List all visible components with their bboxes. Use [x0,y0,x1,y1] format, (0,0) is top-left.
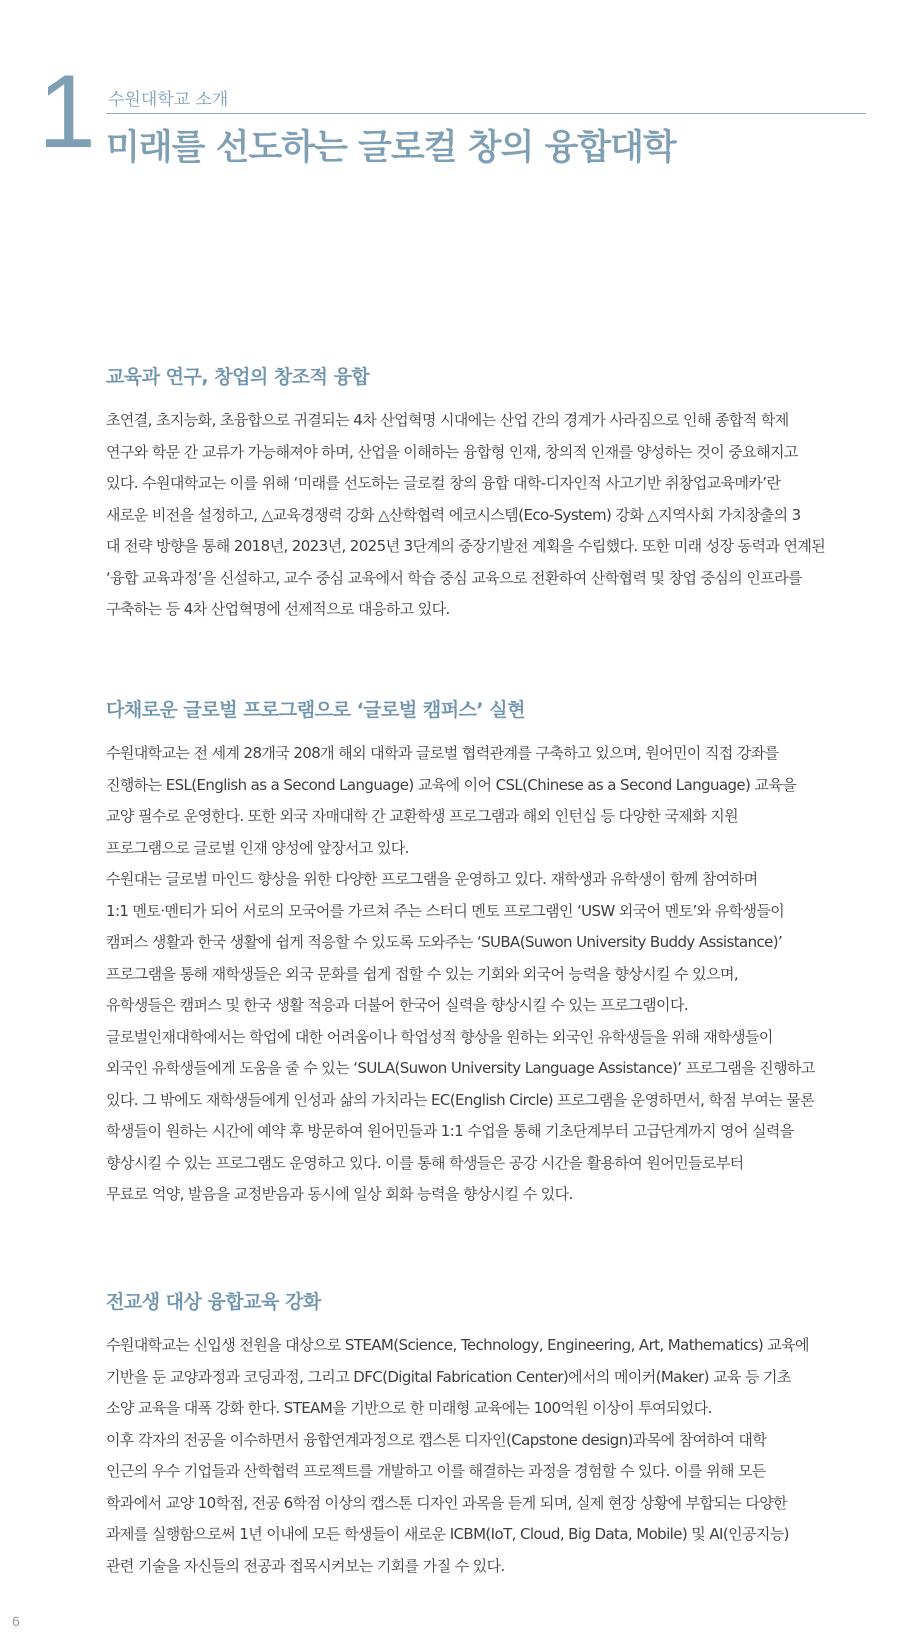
paragraph-line: 수원대는 글로벌 마인드 향상을 위한 다양한 프로그램을 운영하고 있다. 재학생과 유학생이 함께 참여하며 [106,870,758,888]
paragraph-line: 향상시킬 수 있는 프로그램도 운영하고 있다. 이를 통해 학생들은 공강 시간을 활용하여 원어민들로부터 [106,1153,744,1172]
paragraph-line: 진행하는 ESL(English as a Second Language) 교육에 이어 CSL(Chinese as a Second Language) 교육을 [106,775,797,794]
page-number: 6 [12,1613,20,1629]
paragraph-line: 수원대학교는 신입생 전원을 대상으로 STEAM(Science, Technology, Engineering, Art, Mathematics) 교육에 [106,1336,809,1354]
paragraph-line: 교양 필수로 운영한다. 또한 외국 자매대학 간 교환학생 프로그램과 해외 인턴십 등 다양한 국제화 지원 [106,807,739,825]
paragraph-line: 유학생들은 캠퍼스 및 한국 생활 적응과 더불어 한국어 실력을 향상시킬 수 있는 프로그램이다. [106,996,689,1014]
chapter-number: 1 [38,54,96,170]
section-convergence [106,362,846,626]
paragraph-line: 학생들이 원하는 시간에 예약 후 방문하여 원어민들과 1:1 수업을 통해 기초단계부터 고급단계까지 영어 실력을 [106,1122,794,1140]
paragraph-line: 있다. 그 밖에도 재학생들에게 인성과 삶의 가치라는 EC(English Circle) 프로그램을 운영하면서, 학점 부여는 물론 [106,1090,815,1109]
header-divider [106,113,866,114]
paragraph-line: 새로운 비전을 설정하고, △교육경쟁력 강화 △산학협력 에코시스템(Eco-System) 강화 △지역사회 가치창출의 3 [106,505,801,524]
paragraph-line: 1:1 멘토·멘티가 되어 서로의 모국어를 가르쳐 주는 스터디 멘토 프로그램인 ‘USW 외국어 멘토’와 유학생들이 [106,901,785,920]
paragraph-line: 글로벌인재대학에서는 학업에 대한 어려움이나 학업성적 향상을 원하는 외국인 유학생들을 위해 재학생들이 [106,1027,773,1046]
section-kicker: 수원대학교 소개 [108,90,229,110]
section-heading: 다채로운 글로벌 프로그램으로 ‘글로벌 캠퍼스’ 실현 [106,699,525,721]
paragraph-line: 인근의 우수 기업들과 산학협력 프로젝트를 개발하고 이를 해결하는 과정을 경험할 수 있다. 이를 위해 모든 [106,1462,766,1480]
section-fusion-education [106,1287,846,1582]
section-heading: 전교생 대상 융합교육 강화 [106,1291,321,1313]
paragraph-line: 소양 교육을 대폭 강화 한다. STEAM을 기반으로 한 미래형 교육에는 100억원 이상이 투여되었다. [106,1399,712,1417]
paragraph-line: 이후 각자의 전공을 이수하면서 융합연계과정으로 캡스톤 디자인(Capstone design)과목에 참여하여 대학 [106,1430,767,1449]
paragraph-line: 수원대학교는 전 세계 28개국 208개 해외 대학과 글로벌 협력관계를 구축하고 있으며, 원어민이 직접 강좌를 [106,744,779,762]
paragraph-line: 캠퍼스 생활과 한국 생활에 쉽게 적응할 수 있도록 도와주는 ‘SUBA(Suwon University Buddy Assistance)’ [106,933,783,951]
paragraph-line: 구축하는 등 4차 산업혁명에 선제적으로 대응하고 있다. [106,600,450,618]
paragraph-line: 대 전략 방향을 통해 2018년, 2023년, 2025년 3단계의 중장기발전 계획을 수립했다. 또한 미래 성장 동력과 연계된 [106,537,826,555]
section-heading: 교육과 연구, 창업의 창조적 융합 [106,366,370,388]
paragraph-line: 관련 기술을 자신들의 전공과 접목시켜보는 기회를 가질 수 있다. [106,1556,505,1575]
paragraph-line: 초연결, 초지능화, 초융합으로 귀결되는 4차 산업혁명 시대에는 산업 간의 경계가 사라짐으로 인해 종합적 학제 [106,411,789,429]
paragraph-line: ‘융합 교육과정’을 신설하고, 교수 중심 교육에서 학습 중심 교육으로 전환하여 산학협력 및 창업 중심의 인프라를 [106,568,802,587]
paragraph-line: 과제를 실행함으로써 1년 이내에 모든 학생들이 새로운 ICBM(IoT, Cloud, Big Data, Mobile) 및 AI(인공지능) [106,1525,789,1543]
paragraph-line: 학과에서 교양 10학점, 전공 6학점 이상의 캡스톤 디자인 과목을 듣게 되며, 실제 현장 상황에 부합되는 다양한 [106,1493,788,1512]
page-title: 미래를 선도하는 글로컬 창의 융합대학 [106,128,676,168]
paragraph-line: 무료로 억양, 발음을 교정받음과 동시에 일상 회화 능력을 향상시킬 수 있다. [106,1185,573,1203]
paragraph-line: 연구와 학문 간 교류가 가능해져야 하며, 산업을 이해하는 융합형 인재, 창의적 인재를 양성하는 것이 중요해지고 [106,442,798,461]
paragraph-line: 프로그램을 통해 재학생들은 외국 문화를 쉽게 접할 수 있는 기회와 외국어 능력을 향상시킬 수 있으며, [106,964,739,983]
paragraph-line: 프로그램으로 글로벌 인재 양성에 앞장서고 있다. [106,838,409,857]
paragraph-line: 있다. 수원대학교는 이를 위해 ‘미래를 선도하는 글로컬 창의 융합 대학-디자인적 사고기반 취창업교육메카’란 [106,474,781,492]
paragraph-line: 기반을 둔 교양과정과 코딩과정, 그리고 DFC(Digital Fabrication Center)에서의 메이커(Maker) 교육 등 기초 [106,1367,791,1386]
paragraph-line: 외국인 유학생들에게 도움을 줄 수 있는 ‘SULA(Suwon University Language Assistance)’ 프로그램을 진행하고 [106,1059,815,1077]
section-global-campus [106,695,846,1211]
